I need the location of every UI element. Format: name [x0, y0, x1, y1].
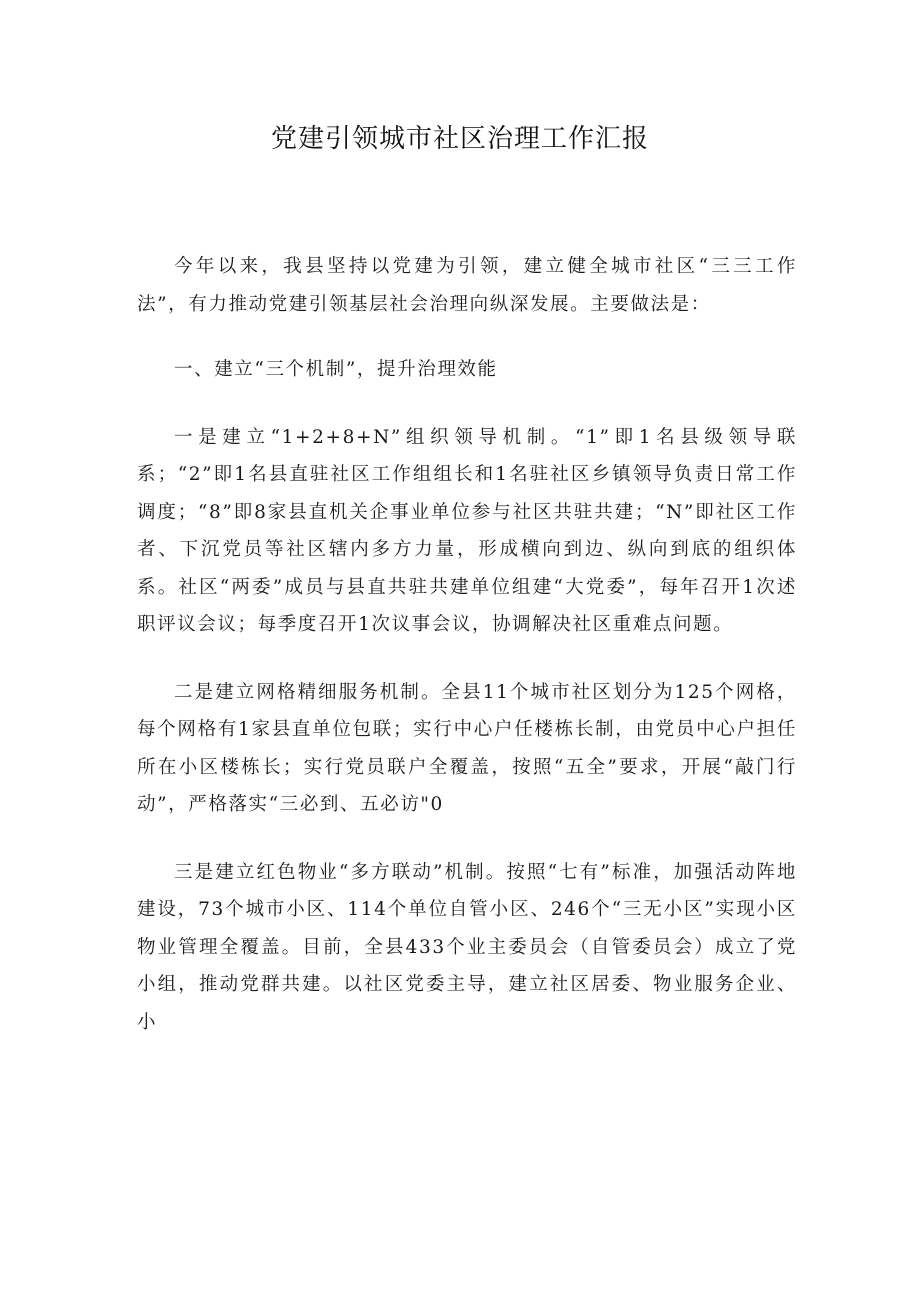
document-title: 党建引领城市社区治理工作汇报	[270, 124, 649, 154]
section-heading-one: 一、建立“三个机制”，提升治理效能	[174, 359, 498, 380]
paragraph-mechanism-two: 二是建立网格精细服务机制。全县11个城市社区划分为125个网格，每个网格有1家县直单位包联；实行中心户任楼栋长制，由党员中心户担任所在小区楼栋长；实行党员联户全覆盖，按照“五全”要求，开展“敲门行动”，严格落实“三必到、五必访"0	[137, 681, 797, 815]
paragraph-mechanism-three: 三是建立红色物业“多方联动”机制。按照“七有”标准，加强活动阵地建设，73个城市小区、114个单位自管小区、246个“三无小区”实现小区物业管理全覆盖。目前，全县433个业主委员会（自管委员会）成立了党小组，推动党群共建。以社区党委主导，建立社区居委、物业服务企业、小	[137, 861, 797, 1033]
document-body	[137, 248, 797, 1041]
paragraph-intro: 今年以来，我县坚持以党建为引领，建立健全城市社区“三三工作法”，有力推动党建引领基层社会治理向纵深发展。主要做法是：	[137, 256, 797, 315]
paragraph-mechanism-one: 一是建立“1+2+8+N”组织领导机制。“1”即1名县级领导联系；“2”即1名县直驻社区工作组组长和1名驻社区乡镇领导负责日常工作调度；“8”即8家县直机关企事业单位参与社区共驻共建；“N”即社区工作者、下沉党员等社区辖内多方力量，形成横向到边、纵向到底的组织体系。社区“两委”成员与县直共驻共建单位组建“大党委”，每年召开1次述职评议会议；每季度召开1次议事会议，协调解决社区重难点问题。	[137, 426, 797, 635]
